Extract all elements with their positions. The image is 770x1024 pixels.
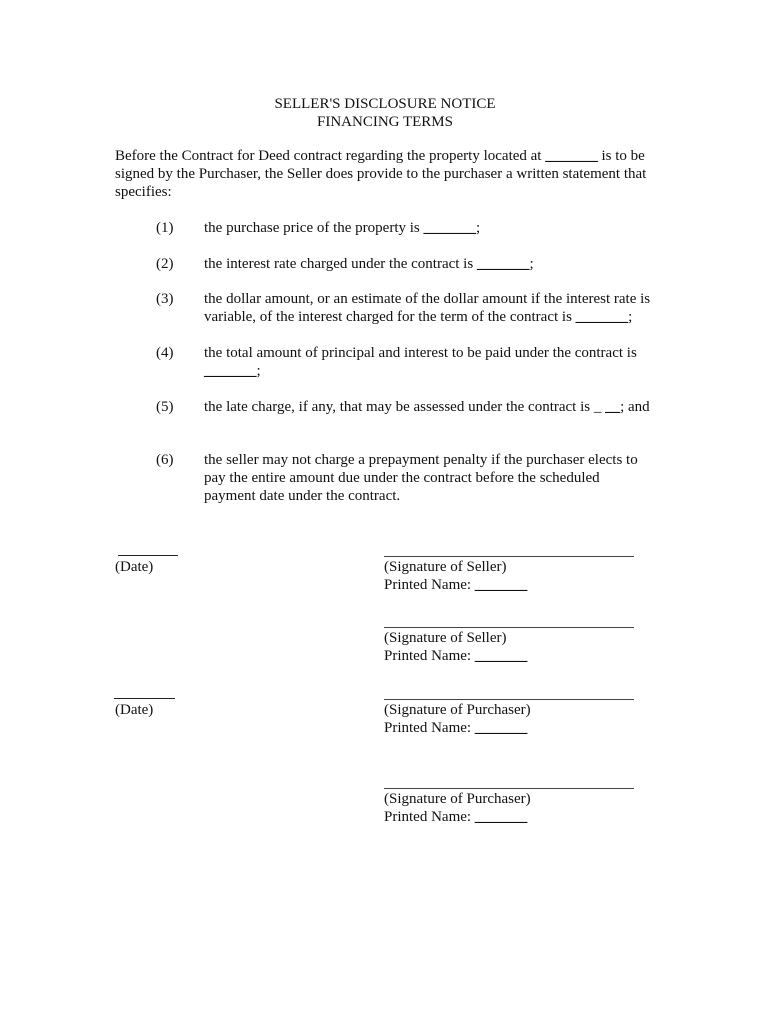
property-location-blank: _______ <box>545 148 598 164</box>
printed-name-blank[interactable]: _______ <box>474 577 528 593</box>
printed-name-field[interactable]: Printed Name: _______ <box>384 577 528 593</box>
printed-name-blank[interactable]: _______ <box>474 720 528 736</box>
printed-name-field[interactable]: Printed Name: _______ <box>384 648 528 664</box>
purchaser-signature-label: (Signature of Purchaser) <box>384 702 531 718</box>
item-number: (5) <box>156 399 174 415</box>
printed-name-blank[interactable]: _______ <box>474 809 528 825</box>
date-signature-line[interactable] <box>114 698 175 699</box>
intro-paragraph <box>115 147 660 201</box>
printed-name-field[interactable]: Printed Name: _______ <box>384 809 528 825</box>
purchase-price-blank: _______ <box>423 220 476 236</box>
seller-signature-label: (Signature of Seller) <box>384 630 507 646</box>
date-label: (Date) <box>115 702 154 718</box>
seller-signature-line[interactable] <box>384 556 634 557</box>
purchaser-signature-label: (Signature of Purchaser) <box>384 791 531 807</box>
item-text-prepayment: the seller may not charge a prepayment penalty if the purchaser elects to pay the entire amount due under the contract before the scheduled payment date under the contract. <box>204 452 638 504</box>
intro-text-after: is to be signed by the Purchaser, the Seller does provide to the purchaser a written statement that specifies: <box>115 148 647 200</box>
printed-name-blank[interactable]: _______ <box>474 648 528 664</box>
purchaser-signature-line[interactable] <box>384 699 634 700</box>
item-text-total-amount: the total amount of principal and interest to be paid under the contract is _______; <box>204 345 637 379</box>
item-number: (1) <box>156 220 174 236</box>
document-subtitle: FINANCING TERMS <box>317 114 453 130</box>
item-number: (6) <box>156 452 174 468</box>
document-title: SELLER'S DISCLOSURE NOTICE <box>274 96 496 112</box>
purchaser-signature-line[interactable] <box>384 788 634 789</box>
late-charge-blank: __ <box>605 399 621 415</box>
item-number: (2) <box>156 256 174 272</box>
item-text-interest-rate: the interest rate charged under the contract is _______; <box>204 256 534 272</box>
date-signature-line[interactable] <box>118 555 178 556</box>
item-text-late-charge: the late charge, if any, that may be assessed under the contract is _ __; and <box>204 399 650 415</box>
interest-amount-blank: _______ <box>575 309 629 325</box>
seller-signature-line[interactable] <box>384 627 634 628</box>
printed-name-field[interactable]: Printed Name: _______ <box>384 720 528 736</box>
seller-signature-label: (Signature of Seller) <box>384 559 507 575</box>
total-amount-blank: _______ <box>204 363 257 379</box>
intro-text-before: Before the Contract for Deed contract regarding the property located at <box>115 148 546 164</box>
item-number: (3) <box>156 291 174 307</box>
item-text-purchase-price: the purchase price of the property is _______; <box>204 220 481 236</box>
item-text-interest-amount: the dollar amount, or an estimate of the dollar amount if the interest rate is variable, of the interest charged for the term of the contract is _______; <box>204 291 651 325</box>
item-number: (4) <box>156 345 174 361</box>
interest-rate-blank: _______ <box>476 256 530 272</box>
date-label: (Date) <box>115 559 154 575</box>
